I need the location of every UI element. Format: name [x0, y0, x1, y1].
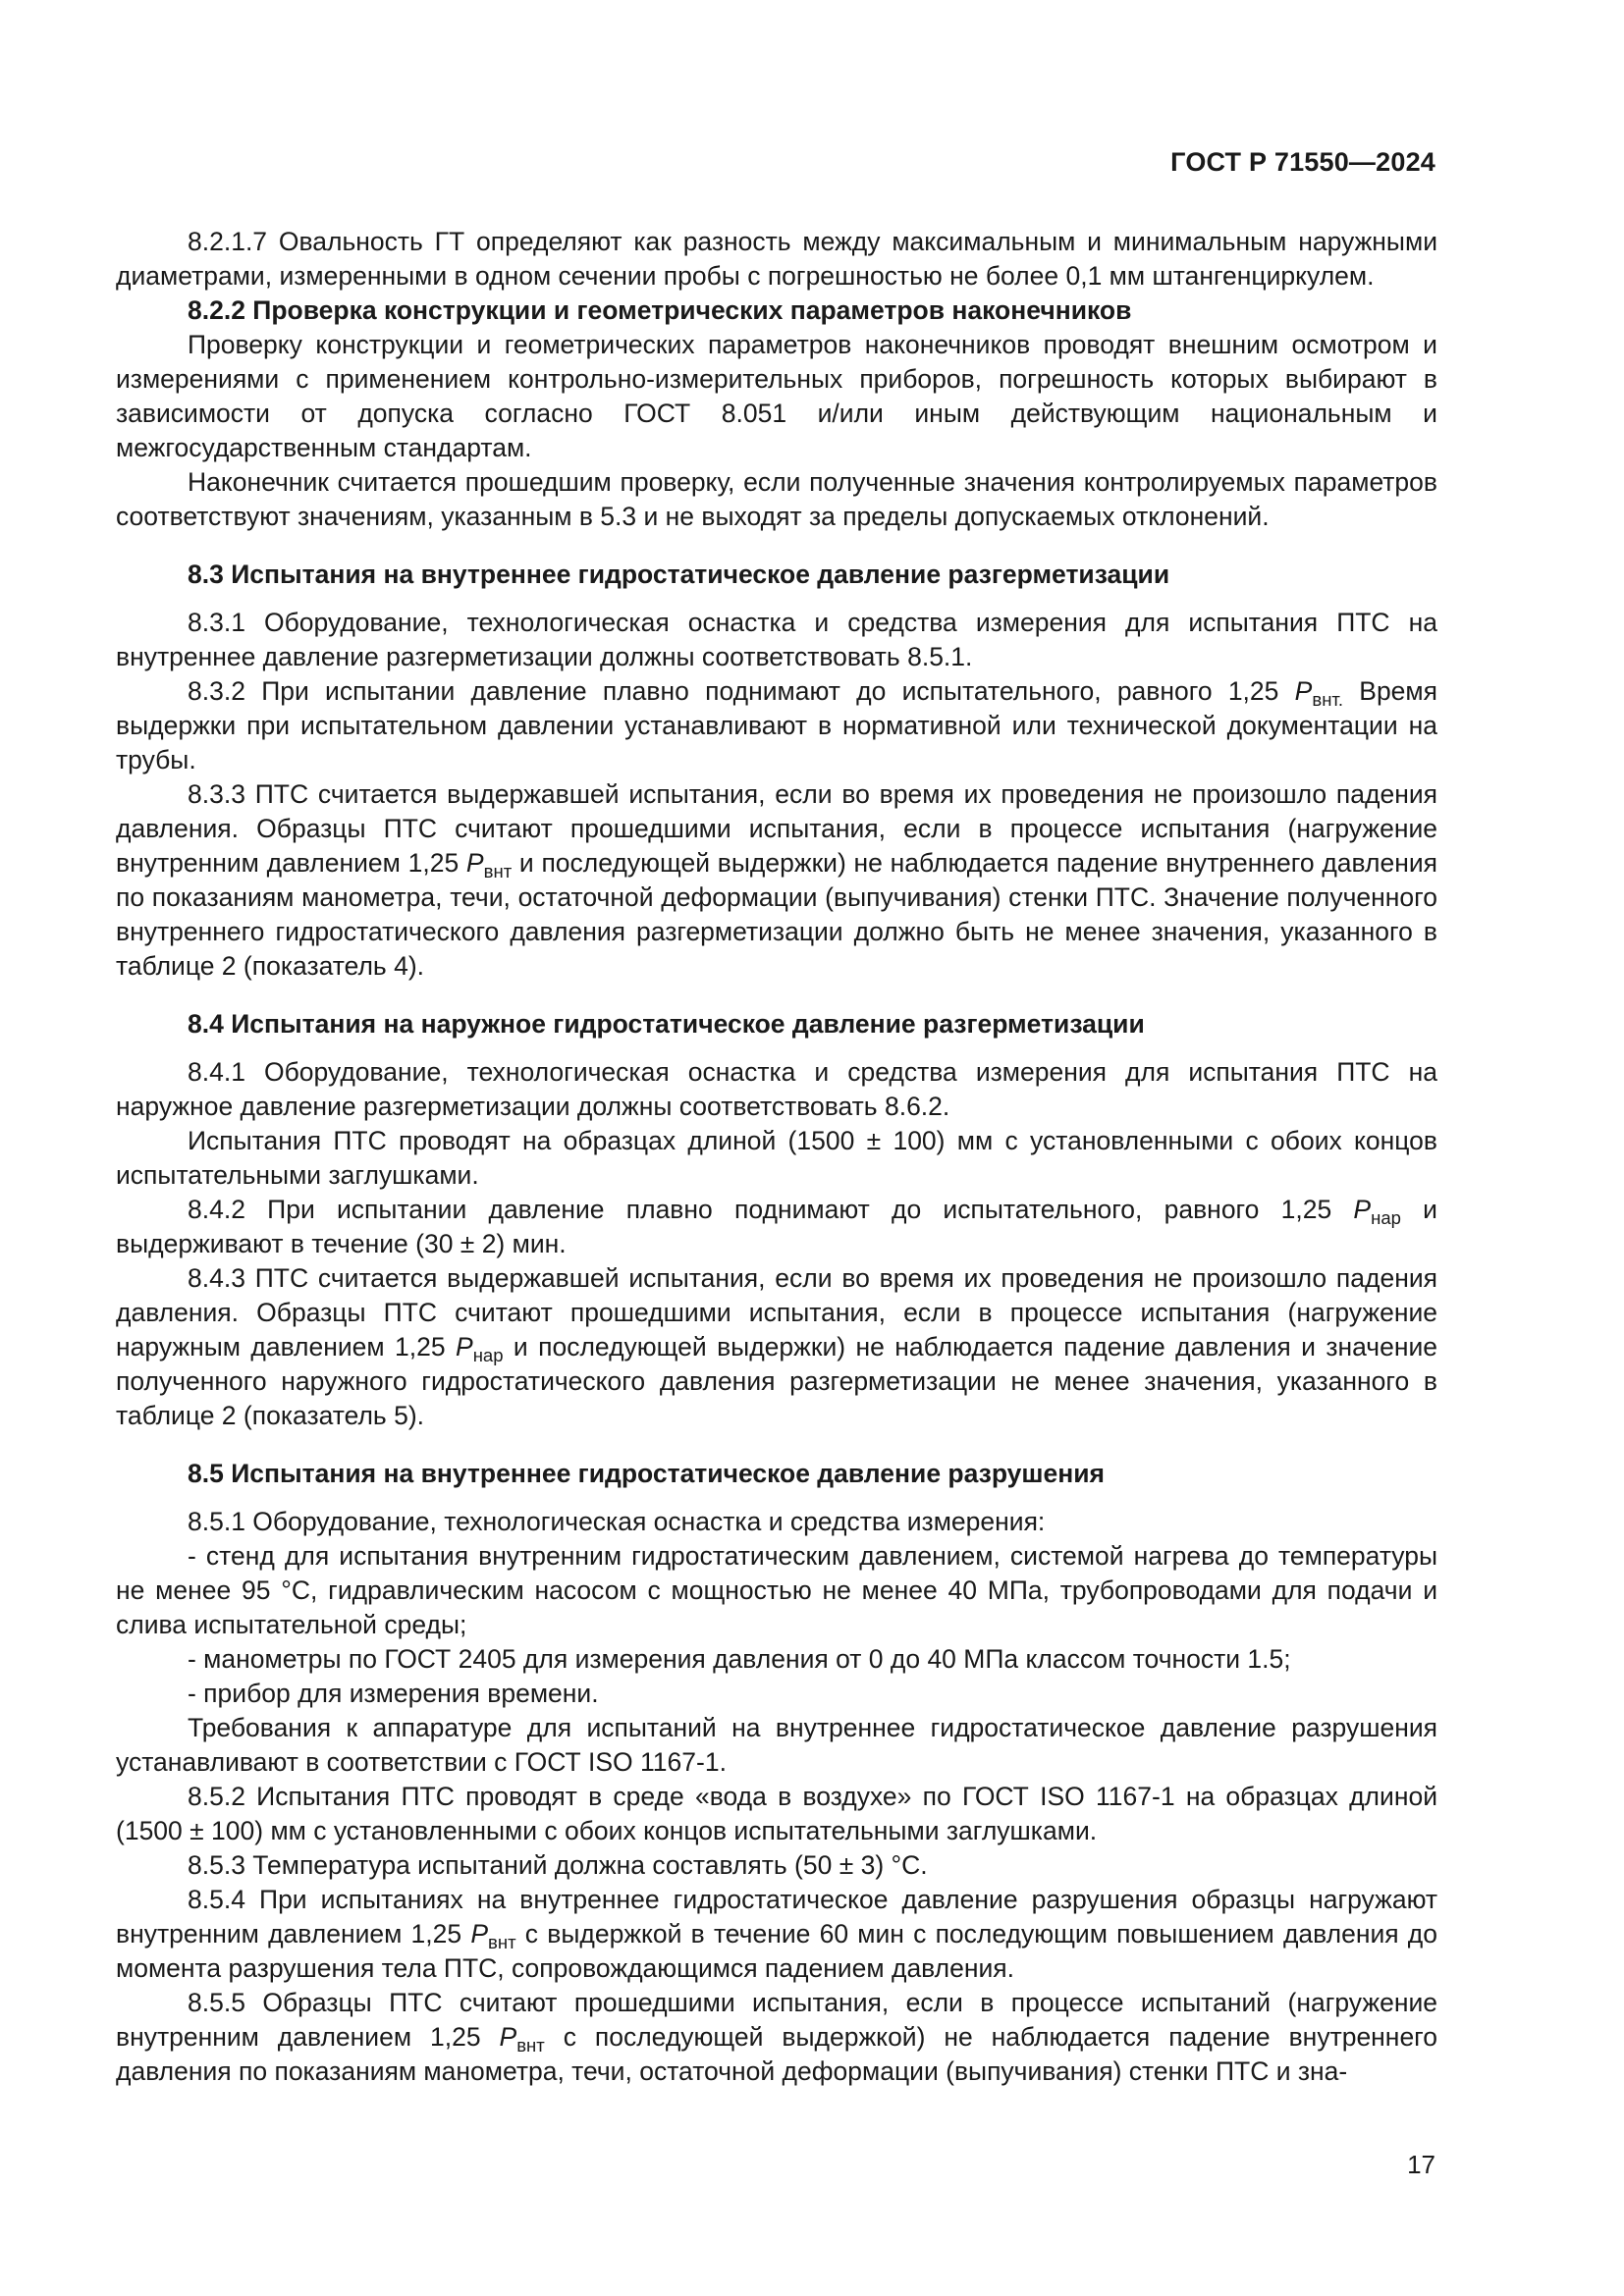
paragraph: Испытания ПТС проводят на образцах длиной (1500 ± 100) мм с установленными с обоих концов испытательными заглушками. — [116, 1126, 1437, 1190]
document-body — [116, 225, 1437, 2089]
paragraph-8-5-4: 8.5.4 При испытаниях на внутреннее гидростатическое давление разрушения образцы нагружают внутренним давлением 1,25 $P_{внт}$ с выдержкой в течение 60 мин с последующим повышением давления до момента разрушения тела ПТС, сопровождающимся падением давления. — [116, 1885, 1438, 1983]
heading-8-4: 8.4 Испытания на наружное гидростатическое давление разгерметизации — [188, 1009, 1145, 1039]
paragraph: Проверку конструкции и геометрических параметров наконечников проводят внешним осмотром и измерениями с применением контрольно-измерительных приборов, погрешность которых выбирают в зависимости от допуска согласно ГОСТ 8.051 и/или иным действующим национальным и межгосударственным стандартам. — [116, 330, 1437, 462]
paragraph-8-5-3: 8.5.3 Температура испытаний должна составлять (50 ± 3) °С. — [188, 1850, 928, 1880]
paragraph-8-4-1: 8.4.1 Оборудование, технологическая оснастка и средства измерения для испытания ПТС на наружное давление разгерметизации должны соответствовать 8.6.2. — [116, 1057, 1437, 1121]
heading-8-3: 8.3 Испытания на внутреннее гидростатическое давление разгерметизации — [188, 560, 1170, 589]
paragraph-8-5-5: 8.5.5 Образцы ПТС считают прошедшими испытания, если в процессе испытаний (нагружение внутренним давлением 1,25 $P_{внт}$ с последующей выдержкой) не наблюдается падение внутреннего давления по показаниям манометра, течи, остаточной деформации (выпучивания) стенки ПТС и зна- — [116, 1988, 1438, 2086]
paragraph-8-3-1: 8.3.1 Оборудование, технологическая оснастка и средства измерения для испытания ПТС на внутреннее давление разгерметизации должны соответствовать 8.5.1. — [116, 608, 1437, 671]
paragraph-8-3-3: 8.3.3 ПТС считается выдержавшей испытания, если во время их проведения не произошло падения давления. Образцы ПТС считают прошедшими испытания, если в процессе испытания (нагружение внутренним давлением 1,25 $P_{внт}$ и последующей выдержки) не наблюдается падение внутреннего давления по показаниям манометра, течи, остаточной деформации (выпучивания) стенки ПТС. Значение полученного внутреннего гидростатического давления разгерметизации должно быть не менее значения, указанного в таблице 2 (показатель 4). — [116, 779, 1437, 981]
heading-8-2-2: 8.2.2 Проверка конструкции и геометрических параметров наконечников — [188, 295, 1132, 325]
paragraph-8-2-1-7: 8.2.1.7 Овальность ГТ определяют как разность между максимальным и минимальным наружными диаметрами, измеренными в одном сечении пробы с погрешностью не более 0,1 мм штангенциркулем. — [116, 227, 1437, 291]
paragraph-8-4-2: 8.4.2 При испытании давление плавно поднимают до испытательного, равного 1,25 $P_{нар}$ и выдерживают в течение (30 ± 2) мин. — [116, 1195, 1437, 1258]
list-item: - манометры по ГОСТ 2405 для измерения давления от 0 до 40 МПа классом точности 1.5; — [188, 1644, 1291, 1674]
page-number: 17 — [1407, 2150, 1435, 2179]
heading-8-5: 8.5 Испытания на внутреннее гидростатическое давление разрушения — [188, 1459, 1105, 1488]
paragraph-8-5-1: 8.5.1 Оборудование, технологическая оснастка и средства измерения: — [188, 1507, 1046, 1536]
paragraph: Наконечник считается прошедшим проверку, если полученные значения контролируемых параметров соответствуют значениям, указанным в 5.3 и не выходят за пределы допускаемых отклонений. — [116, 467, 1437, 531]
paragraph: Требования к аппаратуре для испытаний на внутреннее гидростатическое давление разрушения устанавливают в соответствии с ГОСТ ISO 1167-1. — [116, 1713, 1437, 1777]
paragraph-8-5-2: 8.5.2 Испытания ПТС проводят в среде «вода в воздухе» по ГОСТ ISO 1167-1 на образцах длиной (1500 ± 100) мм с установленными с обоих концов испытательными заглушками. — [116, 1782, 1437, 1845]
list-item: - прибор для измерения времени. — [188, 1679, 599, 1708]
document-header: ГОСТ Р 71550—2024 — [1170, 147, 1435, 177]
list-item: - стенд для испытания внутренним гидростатическим давлением, системой нагрева до температуры не менее 95 °С, гидравлическим насосом с мощностью не менее 40 МПа, трубопроводами для подачи и слива испытательной среды; — [116, 1541, 1437, 1639]
paragraph-8-3-2: 8.3.2 При испытании давление плавно поднимают до испытательного, равного 1,25 $P_{внт.}$ Время выдержки при испытательном давлении устанавливают в нормативной или технической документации на трубы. — [116, 676, 1437, 774]
paragraph-8-4-3: 8.4.3 ПТС считается выдержавшей испытания, если во время их проведения не произошло падения давления. Образцы ПТС считают прошедшими испытания, если в процессе испытания (нагружение наружным давлением 1,25 $P_{нар}$ и последующей выдержки) не наблюдается падение давления и значение полученного наружного гидростатического давления разгерметизации не менее значения, указанного в таблице 2 (показатель 5). — [116, 1263, 1437, 1430]
